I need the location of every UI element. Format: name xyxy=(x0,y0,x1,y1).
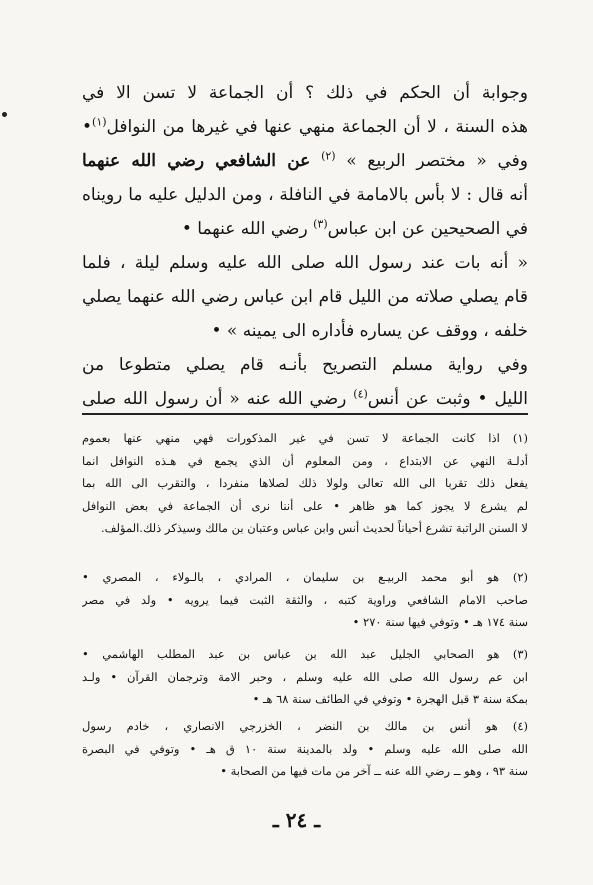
footnote-2-line: سنة ١٧٤ هـ • وتوفي فيها سنة ٢٧٠ • xyxy=(352,615,528,629)
main-line-1-text: وجوابة أن الحكم في ذلك ؟ أن الجماعة لا تسن الا في xyxy=(82,83,528,103)
main-line-5-text: في الصحيحين عن ابن عباس xyxy=(327,219,528,239)
main-line-4 xyxy=(82,178,528,212)
main-line-7-text: قام يصلي صلاته من الليل قام ابن عباس رضي الله عنهما يصلي xyxy=(82,287,528,307)
main-line-4-text: أنه قال : لا بأس بالامامة في النافلة ، ومن الدليل عليه ما رويناه xyxy=(82,185,528,205)
footnote-1-line: لم يشرع لا يجوز كما هو ظاهر • على أننا نرى أن الجماعة في بعض النوافل xyxy=(82,498,528,513)
main-line-8-text: خلفه ، ووقف عن يساره فأداره الى يمينه » • xyxy=(211,321,528,341)
main-line-3 xyxy=(82,144,528,178)
main-line-6 xyxy=(82,246,528,280)
footnote-2-line: صاحب الامام الشافعي وراوية كتبه ، والثقة الثبت فيما يرويه • ولد في مصر xyxy=(82,592,528,607)
footnote-1-line: أدلـة النهي عن الابتداع ، ومن المعلوم أن الذي يجمع في هـذه النوافل انما xyxy=(82,453,528,468)
footnote-4-line: سنة ٩٣ ، وهو ــ رضي الله عنه ــ آخر من مات فيها من الصحابة • xyxy=(220,764,528,778)
footnote-ref-2: (٢) xyxy=(321,149,336,163)
main-line-8 xyxy=(82,314,528,348)
main-text xyxy=(82,76,528,416)
main-line-2-end: • xyxy=(82,117,93,137)
main-line-10-rest: رضي الله عنه « أن رسول الله صلى xyxy=(82,389,347,409)
main-line-9 xyxy=(82,348,528,382)
footnote-4-line: (٤) هو أنس بن مالك بن النضر ، الخزرجي الانصاري ، خادم رسول xyxy=(82,719,528,733)
main-line-2 xyxy=(82,110,528,144)
scan-edge-mark xyxy=(2,112,7,117)
main-line-3-bold: عن الشافعي رضي الله عنهما xyxy=(82,151,311,171)
footnote-1-line: لا السنن الراتبة تشرع أحياناً لحديث أنس وابن عباس وعتبان بن مالك وسيذكر ذلك.المؤلف. xyxy=(100,521,528,535)
main-line-9-text: وفي رواية مسلم التصريح بأنـه قام يصلي متطوعا من xyxy=(82,355,528,375)
main-line-5-rest: رضي الله عنهما • xyxy=(181,219,308,239)
footnote-3-line: (٣) هو الصحابي الجليل عبد الله بن عباس بن عبد المطلب الهاشمي • xyxy=(82,647,528,661)
footnote-1-line: يفعل ذلك تقربا الى الله تعالى ولولا ذلك لصلاها منفردا ، والتقرب الى الله بما xyxy=(82,476,528,490)
main-line-1 xyxy=(82,76,528,110)
footnote-3-line: بمكة سنة ٣ قبل الهجرة • وتوفي في الطائف سنة ٦٨ هـ • xyxy=(252,692,528,706)
main-line-5 xyxy=(82,212,528,246)
footnote-4 xyxy=(82,715,528,783)
footnote-divider xyxy=(82,413,528,415)
footnote-ref-1: (١) xyxy=(92,115,107,129)
main-line-6-text: « أنه بات عند رسول الله صلى الله عليه وسلم ليلة ، فلما xyxy=(82,253,528,273)
footnote-1-line: (١) اذا كانت الجماعة لا تسن في غير المذكورات فهي منهي عنها بعموم xyxy=(82,431,528,445)
footnote-ref-4: (٤) xyxy=(353,387,368,401)
footnote-3-line: ابن عم رسول الله صلى الله عليه وسلم ، وحبر الامة وترجمان القرآن • ولـد xyxy=(82,669,528,684)
footnote-4-line: الله صلى الله عليه وسلم • ولد بالمدينة سنة ١٠ ق هـ • وتوفي في البصرة xyxy=(82,741,528,756)
main-line-10-text: الليل • وثبت عن أنس xyxy=(367,389,528,409)
footnote-3 xyxy=(82,643,528,711)
page-number: ـ ٢٤ ـ xyxy=(272,808,321,832)
footnote-1 xyxy=(82,427,528,540)
footnote-2 xyxy=(82,566,528,634)
main-line-3-text: وفي « مختصر الربيع » xyxy=(346,151,528,171)
main-line-10 xyxy=(82,382,528,416)
footnote-2-line: (٢) هو أبو محمد الربيـع بن سليمان ، المرادي ، بالـولاء ، المصري • xyxy=(82,570,528,584)
main-line-2-text: هذه السنة ، لا أن الجماعة منهي عنها في غيرها من النوافل xyxy=(106,117,528,137)
main-line-7 xyxy=(82,280,528,314)
footnote-ref-3: (٣) xyxy=(313,217,328,231)
